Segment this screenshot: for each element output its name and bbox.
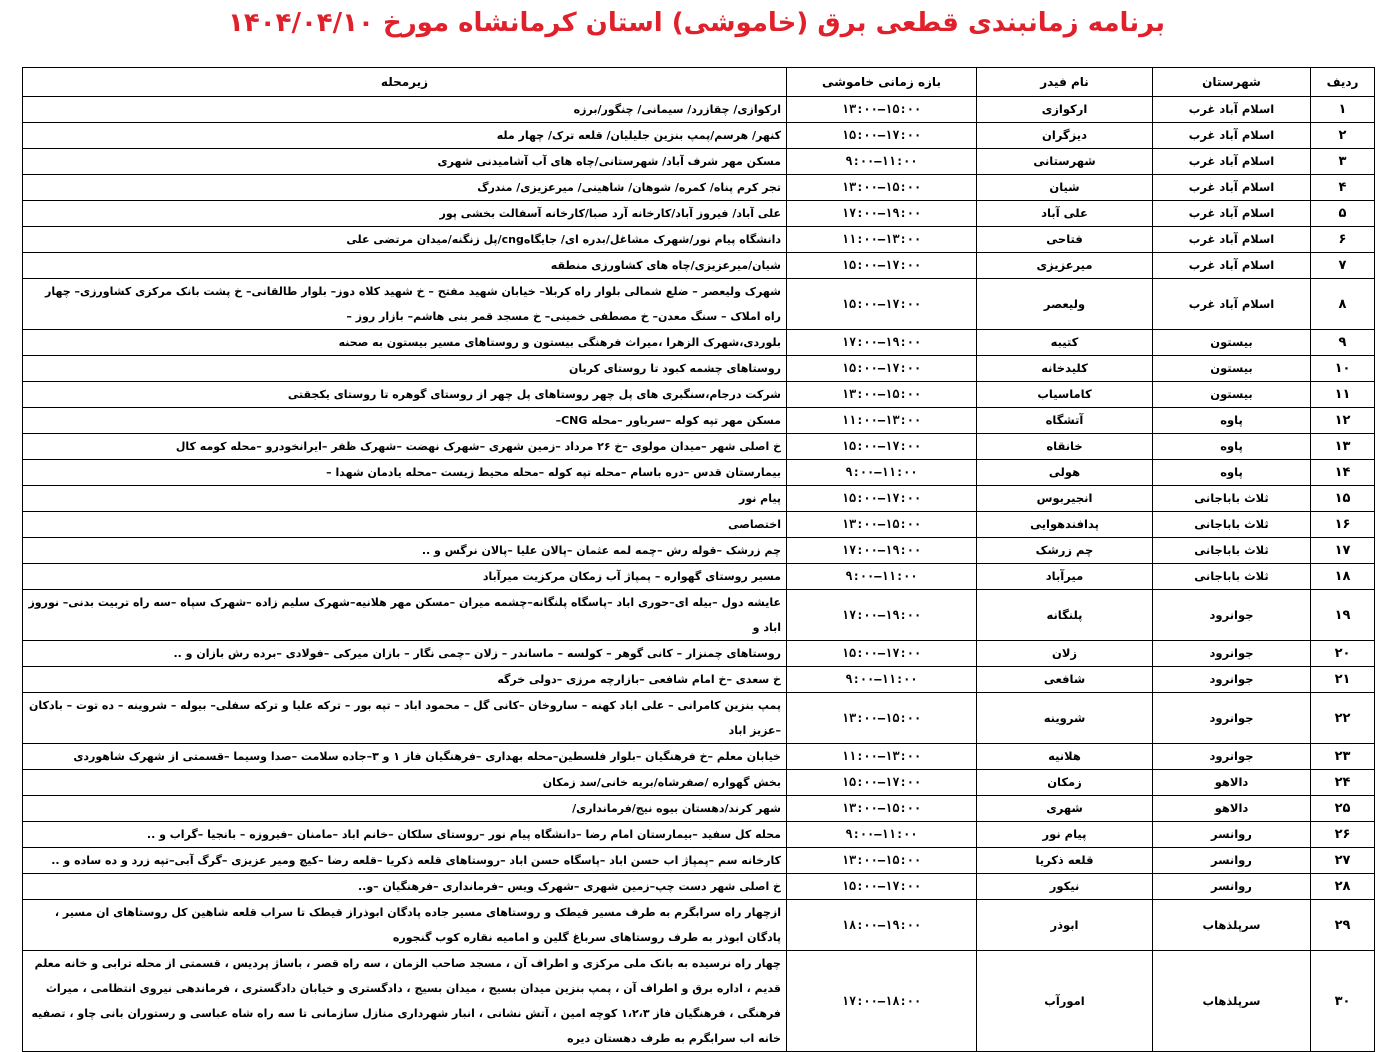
row-subareas: اختصاصی — [23, 512, 787, 538]
header-city: شهرستان — [1153, 68, 1311, 97]
row-outage-time: ۱۵:۰۰–۱۷:۰۰ — [787, 279, 977, 330]
row-city: پاوه — [1153, 434, 1311, 460]
table-row — [23, 97, 1375, 123]
row-index: ۱۵ — [1311, 486, 1375, 512]
outage-schedule-table — [22, 67, 1375, 1052]
row-feeder: ارکوازی — [977, 97, 1153, 123]
table-row — [23, 667, 1375, 693]
row-city: سرپلذهاب — [1153, 900, 1311, 951]
row-subareas: مسیر روستای گهواره – پمپاژ آب زمکان مرکزیت میرآباد — [23, 564, 787, 590]
row-outage-time: ۱۵:۰۰–۱۷:۰۰ — [787, 253, 977, 279]
row-feeder: قلعه ذکریا — [977, 848, 1153, 874]
row-outage-time: ۹:۰۰–۱۱:۰۰ — [787, 822, 977, 848]
row-subareas: شهر کرند/دهستان بیوه نیج/فرمانداری/ — [23, 796, 787, 822]
row-feeder: کلیدخانه — [977, 356, 1153, 382]
row-index: ۲۴ — [1311, 770, 1375, 796]
row-outage-time: ۱۵:۰۰–۱۷:۰۰ — [787, 874, 977, 900]
table-row — [23, 744, 1375, 770]
header-sub: زیرمحله — [23, 68, 787, 97]
row-subareas: خ اصلی شهر دست چپ–زمین شهری –شهرک ویس –فرمانداری –فرهنگیان –و.. — [23, 874, 787, 900]
row-city: جوانرود — [1153, 590, 1311, 641]
row-index: ۱ — [1311, 97, 1375, 123]
row-outage-time: ۱۳:۰۰–۱۵:۰۰ — [787, 175, 977, 201]
row-subareas: مسکن مهر تپه کوله –سرباور –محله CNG– — [23, 408, 787, 434]
row-subareas: روستاهای چشمه کبود تا روستای کربان — [23, 356, 787, 382]
row-feeder: کاماسیاب — [977, 382, 1153, 408]
row-feeder: شهرستانی — [977, 149, 1153, 175]
row-city: بیستون — [1153, 356, 1311, 382]
row-index: ۱۶ — [1311, 512, 1375, 538]
row-outage-time: ۱۵:۰۰–۱۷:۰۰ — [787, 123, 977, 149]
row-index: ۹ — [1311, 330, 1375, 356]
row-subareas: دانشگاه پیام نور/شهرک مشاغل/بدره ای/ جایگاهcng/پل زنگنه/میدان مرتضی علی — [23, 227, 787, 253]
row-outage-time: ۱۱:۰۰–۱۳:۰۰ — [787, 227, 977, 253]
table-body — [23, 97, 1375, 1052]
row-feeder: آتشگاه — [977, 408, 1153, 434]
row-index: ۱۳ — [1311, 434, 1375, 460]
table-row — [23, 149, 1375, 175]
row-city: اسلام آباد غرب — [1153, 123, 1311, 149]
row-feeder: شافعی — [977, 667, 1153, 693]
row-city: ثلاث باباجانی — [1153, 538, 1311, 564]
row-city: اسلام آباد غرب — [1153, 227, 1311, 253]
row-feeder: میرآباد — [977, 564, 1153, 590]
table-row — [23, 538, 1375, 564]
table-row — [23, 408, 1375, 434]
row-feeder: شهری — [977, 796, 1153, 822]
header-feeder: نام فیدر — [977, 68, 1153, 97]
row-subareas: شرکت درجام،سنگبری های پل چهر روستاهای پل چهر از روستای گوهره تا روستای یکجقتی — [23, 382, 787, 408]
row-city: جوانرود — [1153, 693, 1311, 744]
row-feeder: کتیبه — [977, 330, 1153, 356]
header-time: بازه زمانی خاموشی — [787, 68, 977, 97]
table-row — [23, 227, 1375, 253]
row-index: ۲۹ — [1311, 900, 1375, 951]
row-city: ثلاث باباجانی — [1153, 564, 1311, 590]
row-feeder: ولیعصر — [977, 279, 1153, 330]
row-subareas: عایشه دول –بیله ای–حوری اباد –پاسگاه پلنگانه–چشمه میران –مسکن مهر هلانیه–شهرک سلیم زاده –شهرک سپاه –سه راه تربیت بدنی– نوروز اباد و — [23, 590, 787, 641]
row-outage-time: ۱۳:۰۰–۱۵:۰۰ — [787, 97, 977, 123]
table-row — [23, 330, 1375, 356]
row-index: ۱۸ — [1311, 564, 1375, 590]
row-feeder: هولی — [977, 460, 1153, 486]
row-outage-time: ۱۵:۰۰–۱۷:۰۰ — [787, 356, 977, 382]
row-feeder: زمکان — [977, 770, 1153, 796]
row-subareas: بیمارستان قدس –دره باسام –محله تپه کوله –محله محیط زیست –محله یادمان شهدا – — [23, 460, 787, 486]
row-subareas: بخش گهواره /صفرشاه/بریه خانی/سد زمکان — [23, 770, 787, 796]
row-subareas: ازچهار راه سرابگرم به طرف مسیر قیطک و روستاهای مسیر جاده پادگان ابوذراز قیطک تا سراب قلعه شاهین کل روستاهای ان مسیر ، پادگان ابوذر به طرف روستاهای سرباغ گلین و امامیه نقاره کوب گنجوره — [23, 900, 787, 951]
table-row — [23, 874, 1375, 900]
row-feeder: شیان — [977, 175, 1153, 201]
row-city: جوانرود — [1153, 744, 1311, 770]
row-feeder: امورآب — [977, 951, 1153, 1052]
row-city: جوانرود — [1153, 667, 1311, 693]
row-city: سرپلذهاب — [1153, 951, 1311, 1052]
row-outage-time: ۱۳:۰۰–۱۵:۰۰ — [787, 796, 977, 822]
row-outage-time: ۱۸:۰۰–۱۹:۰۰ — [787, 900, 977, 951]
row-outage-time: ۱۵:۰۰–۱۷:۰۰ — [787, 770, 977, 796]
row-outage-time: ۱۷:۰۰–۱۹:۰۰ — [787, 330, 977, 356]
table-row — [23, 770, 1375, 796]
row-index: ۱۹ — [1311, 590, 1375, 641]
row-subareas: مسکن مهر شرف آباد/ شهرستانی/چاه های آب آشامیدنی شهری — [23, 149, 787, 175]
table-row — [23, 590, 1375, 641]
row-subareas: محله کل سفید –بیمارستان امام رضا –دانشگاه پیام نور –روستای سلکان –خانم اباد –مامنان –فیروزه – بانجیا –گراب و .. — [23, 822, 787, 848]
row-index: ۲ — [1311, 123, 1375, 149]
row-outage-time: ۱۱:۰۰–۱۳:۰۰ — [787, 744, 977, 770]
row-index: ۳ — [1311, 149, 1375, 175]
row-index: ۱۱ — [1311, 382, 1375, 408]
row-feeder: فتاحی — [977, 227, 1153, 253]
table-row — [23, 900, 1375, 951]
row-index: ۷ — [1311, 253, 1375, 279]
row-index: ۲۲ — [1311, 693, 1375, 744]
row-index: ۴ — [1311, 175, 1375, 201]
row-index: ۲۸ — [1311, 874, 1375, 900]
row-outage-time: ۱۱:۰۰–۱۳:۰۰ — [787, 408, 977, 434]
row-index: ۱۴ — [1311, 460, 1375, 486]
row-outage-time: ۱۳:۰۰–۱۵:۰۰ — [787, 848, 977, 874]
table-row — [23, 253, 1375, 279]
row-index: ۲۶ — [1311, 822, 1375, 848]
row-index: ۲۰ — [1311, 641, 1375, 667]
row-feeder: خانقاه — [977, 434, 1153, 460]
table-row — [23, 279, 1375, 330]
row-outage-time: ۱۷:۰۰–۱۸:۰۰ — [787, 951, 977, 1052]
table-header-row — [23, 68, 1375, 97]
row-city: دالاهو — [1153, 770, 1311, 796]
row-city: جوانرود — [1153, 641, 1311, 667]
row-city: پاوه — [1153, 460, 1311, 486]
table-row — [23, 356, 1375, 382]
row-feeder: شروینه — [977, 693, 1153, 744]
row-feeder: ابوذر — [977, 900, 1153, 951]
row-outage-time: ۱۵:۰۰–۱۷:۰۰ — [787, 486, 977, 512]
row-index: ۱۰ — [1311, 356, 1375, 382]
row-outage-time: ۱۷:۰۰–۱۹:۰۰ — [787, 201, 977, 227]
row-feeder: هلانیه — [977, 744, 1153, 770]
row-feeder: نیکور — [977, 874, 1153, 900]
table-row — [23, 641, 1375, 667]
row-city: ثلاث باباجانی — [1153, 512, 1311, 538]
table-row — [23, 796, 1375, 822]
row-subareas: کنهر/ هرسم/پمپ بنزین جلیلیان/ قلعه ترک/ چهار مله — [23, 123, 787, 149]
row-feeder: انجیربوس — [977, 486, 1153, 512]
row-outage-time: ۹:۰۰–۱۱:۰۰ — [787, 667, 977, 693]
table-row — [23, 486, 1375, 512]
page-title: برنامه زمانبندی قطعی برق (خاموشی) استان کرمانشاه مورخ ۱۴۰۴/۰۴/۱۰ — [227, 8, 1166, 38]
row-city: روانسر — [1153, 822, 1311, 848]
row-subareas: علی آباد/ فیروز آباد/کارخانه آرد صبا/کارخانه آسفالت بخشی پور — [23, 201, 787, 227]
row-subareas: بلوردی،شهرک الزهرا ،میراث فرهنگی بیستون و روستاهای مسیر بیستون به صحنه — [23, 330, 787, 356]
row-subareas: خیابان معلم –خ فرهنگیان –بلوار فلسطین–محله بهداری –فرهنگیان فاز ۱ و ۳–جاده سلامت –صدا وسیما –قسمتی از شهرک شاهوردی — [23, 744, 787, 770]
table-row — [23, 460, 1375, 486]
row-subareas: خ اصلی شهر –میدان مولوی –خ ۲۶ مرداد –زمین شهری –شهرک نهضت –شهرک ظفر –ایرانخودرو –محله کومه کال — [23, 434, 787, 460]
row-outage-time: ۱۵:۰۰–۱۷:۰۰ — [787, 641, 977, 667]
row-feeder: پدافندهوایی — [977, 512, 1153, 538]
row-subareas: پمپ بنزین کامرانی – علی اباد کهنه – ساروخان –کانی گل – محمود اباد – تپه بور – ترکه علیا و ترکه سفلی– بیوله – شروینه – ده توت – بادکان –عزیز اباد — [23, 693, 787, 744]
table-row — [23, 693, 1375, 744]
row-city: بیستون — [1153, 330, 1311, 356]
row-subareas: خ سعدی –خ امام شافعی –بازارچه مرزی –دولی خرگه — [23, 667, 787, 693]
row-index: ۲۷ — [1311, 848, 1375, 874]
row-city: روانسر — [1153, 848, 1311, 874]
row-feeder: چم زرشک — [977, 538, 1153, 564]
row-index: ۲۱ — [1311, 667, 1375, 693]
row-index: ۱۲ — [1311, 408, 1375, 434]
header-idx: ردیف — [1311, 68, 1375, 97]
row-subareas: کارخانه سم –پمپاژ اب حسن اباد –پاسگاه حسن اباد –روستاهای قلعه ذکریا –قلعه رضا –کیچ ومیر عزیزی –گرگ آبی–تپه زرد و ده ساده و .. — [23, 848, 787, 874]
row-outage-time: ۱۵:۰۰–۱۷:۰۰ — [787, 434, 977, 460]
row-city: اسلام آباد غرب — [1153, 201, 1311, 227]
row-outage-time: ۹:۰۰–۱۱:۰۰ — [787, 460, 977, 486]
table-row — [23, 123, 1375, 149]
row-index: ۵ — [1311, 201, 1375, 227]
row-feeder: میرعزیزی — [977, 253, 1153, 279]
row-city: بیستون — [1153, 382, 1311, 408]
row-outage-time: ۹:۰۰–۱۱:۰۰ — [787, 149, 977, 175]
row-city: اسلام آباد غرب — [1153, 97, 1311, 123]
row-subareas: چهار راه نرسیده به بانک ملی مرکزی و اطراف آن ، مسجد صاحب الزمان ، سه راه قصر ، باساژ پردیس ، قسمتی از محله ترابی و خانه معلم قدیم ، اداره برق و اطراف آن ، پمپ بنزین میدان بسیج ، میدان بسیج ، دادگستری و خیابان دادگستری ، فرماندهی نیروی انتظامی ، میراث فرهنگی ، فرهنگیان فاز ۱،۲،۳ کوچه امین ، آتش نشانی ، انبار شهرداری منازل سازمانی تا سه راه شاه عباسی و رستوران بانی چاو ، تصفیه خانه اب سرابگرم به طرف دهستان دیره — [23, 951, 787, 1052]
row-feeder: زلان — [977, 641, 1153, 667]
row-city: دالاهو — [1153, 796, 1311, 822]
row-subareas: پیام نور — [23, 486, 787, 512]
row-city: روانسر — [1153, 874, 1311, 900]
row-outage-time: ۱۷:۰۰–۱۹:۰۰ — [787, 538, 977, 564]
row-subareas: شیان/میرعزیزی/چاه های کشاورزی منطقه — [23, 253, 787, 279]
row-outage-time: ۹:۰۰–۱۱:۰۰ — [787, 564, 977, 590]
row-index: ۸ — [1311, 279, 1375, 330]
row-index: ۲۵ — [1311, 796, 1375, 822]
row-index: ۳۰ — [1311, 951, 1375, 1052]
row-city: اسلام آباد غرب — [1153, 175, 1311, 201]
row-subareas: چم زرشک –قوله رش –چمه لمه عثمان –پالان علیا –پالان نرگس و .. — [23, 538, 787, 564]
row-city: اسلام آباد غرب — [1153, 253, 1311, 279]
row-outage-time: ۱۷:۰۰–۱۹:۰۰ — [787, 590, 977, 641]
row-index: ۱۷ — [1311, 538, 1375, 564]
table-row — [23, 512, 1375, 538]
table-row — [23, 848, 1375, 874]
table-row — [23, 175, 1375, 201]
row-feeder: پیام نور — [977, 822, 1153, 848]
table-row — [23, 564, 1375, 590]
table-row — [23, 434, 1375, 460]
table-row — [23, 201, 1375, 227]
row-outage-time: ۱۳:۰۰–۱۵:۰۰ — [787, 693, 977, 744]
row-city: ثلاث باباجانی — [1153, 486, 1311, 512]
row-city: اسلام آباد غرب — [1153, 279, 1311, 330]
table-row — [23, 382, 1375, 408]
table-row — [23, 822, 1375, 848]
row-feeder: دیزگران — [977, 123, 1153, 149]
row-subareas: تجر کرم پناه/ کمره/ شوهان/ شاهینی/ میرعزیزی/ مندرگ — [23, 175, 787, 201]
row-outage-time: ۱۳:۰۰–۱۵:۰۰ — [787, 512, 977, 538]
row-feeder: پلنگانه — [977, 590, 1153, 641]
row-city: پاوه — [1153, 408, 1311, 434]
row-outage-time: ۱۳:۰۰–۱۵:۰۰ — [787, 382, 977, 408]
row-subareas: شهرک ولیعصر – ضلع شمالی بلوار راه کربلا– خیابان شهید مفتح – خ شهید کلاه دوز– بلوار طالقانی– خ پشت بانک مرکزی کشاورزی– چهار راه املاک – سنگ معدن– خ مصطفی خمینی– خ مسجد قمر بنی هاشم– بازار روز – — [23, 279, 787, 330]
table-row — [23, 951, 1375, 1052]
row-city: اسلام آباد غرب — [1153, 149, 1311, 175]
row-index: ۶ — [1311, 227, 1375, 253]
row-subareas: روستاهای چمنزار – کانی گوهر – کولسه – ماساندر – زلان –چمی نگار – بازان میرکی –فولادی –برده رش بازان و .. — [23, 641, 787, 667]
row-subareas: ارکوازی/ چقازرد/ سیمانی/ چنگور/برزه — [23, 97, 787, 123]
row-feeder: علی آباد — [977, 201, 1153, 227]
row-index: ۲۳ — [1311, 744, 1375, 770]
